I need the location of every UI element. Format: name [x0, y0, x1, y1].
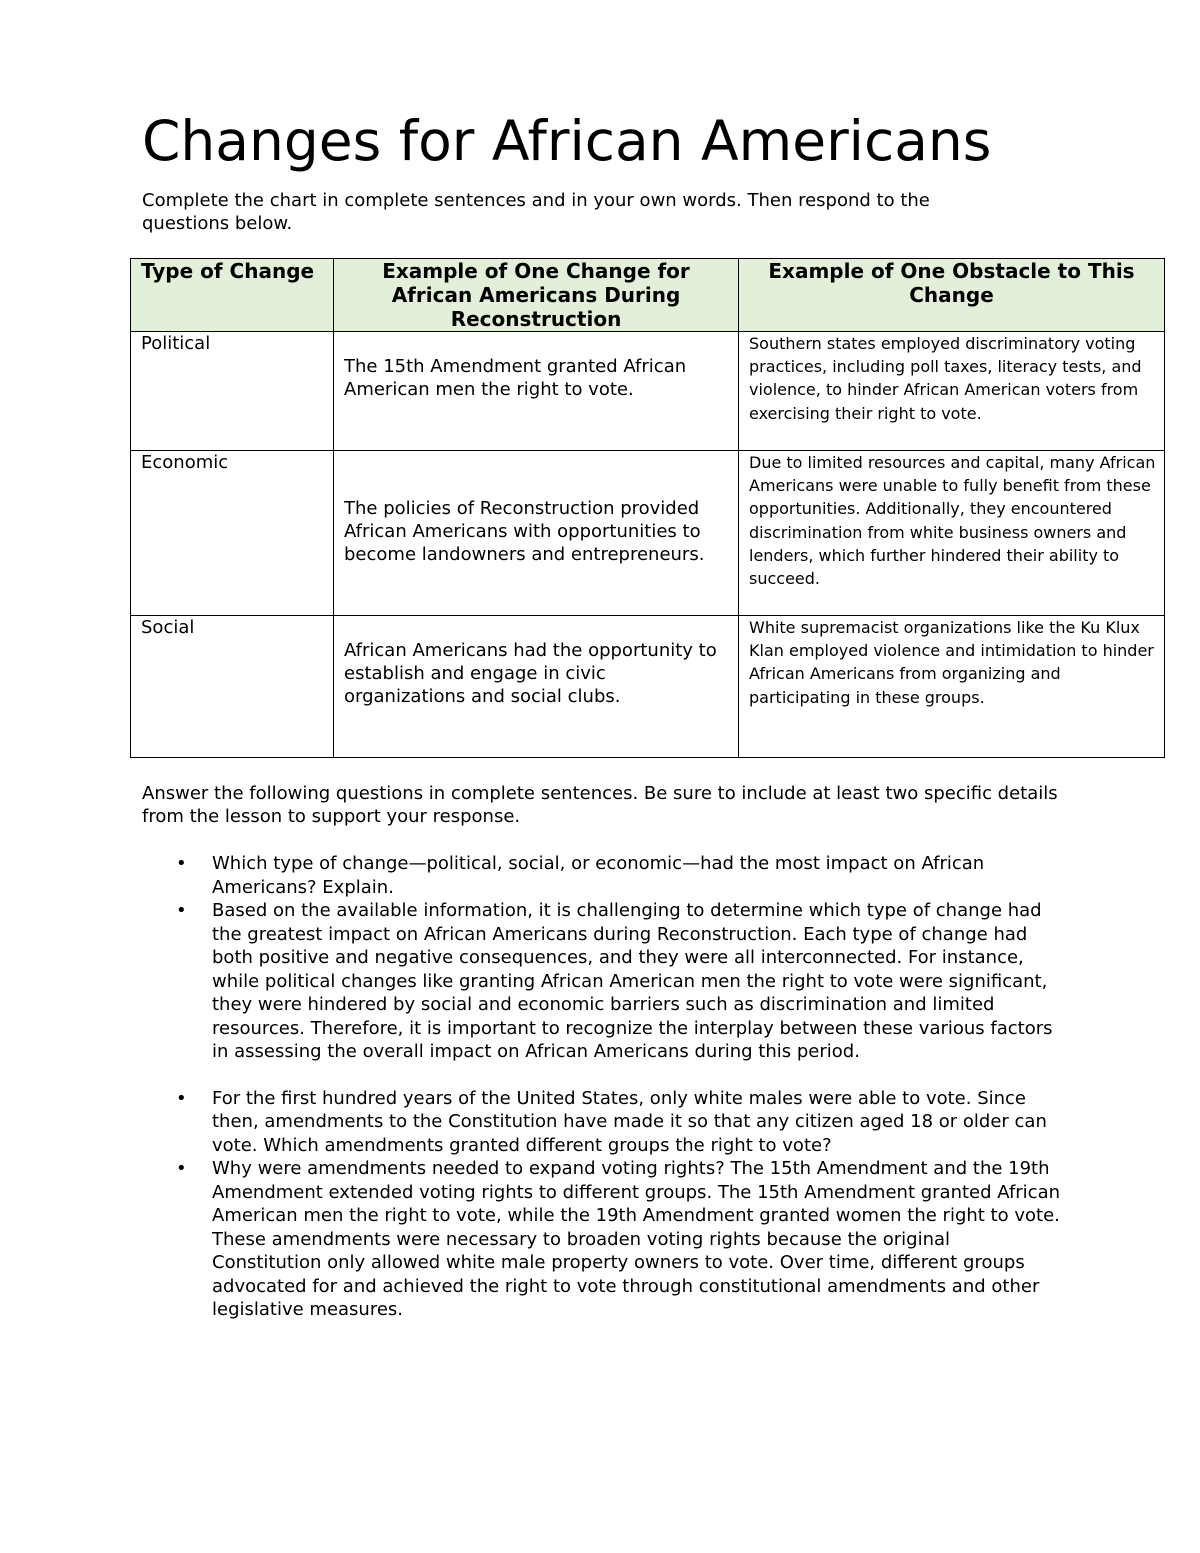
row-type-economic: Economic: [131, 451, 334, 616]
row-change-text: African Americans had the opportunity to establish and engage in civic organizations and social clubs.: [344, 640, 717, 707]
row-change-cell: [334, 332, 739, 451]
header-example-change: Example of One Change for African Americans During Reconstruction: [334, 259, 739, 332]
row-obstacle-cell: [739, 616, 1165, 758]
bullet-icon: •: [176, 900, 187, 921]
row-change-cell: [334, 451, 739, 616]
row-type-social: Social: [131, 616, 334, 758]
row-change-text: The 15th Amendment granted African American men the right to vote.: [344, 356, 687, 400]
row-type-political: Political: [131, 332, 334, 451]
list-item: [176, 1087, 1062, 1158]
row-obstacle-text: Due to limited resources and capital, many African Americans were unable to fully benefit from these opportunities. Additionally, they encountered discrimination from white business owners and lenders, which further hindered their ability to succeed.: [749, 453, 1156, 589]
table-row: [131, 451, 1165, 616]
bullet-icon: •: [176, 1158, 187, 1179]
answer-text: Based on the available information, it is challenging to determine which type of change had the greatest impact on African Americans during Reconstruction. Each type of change had both positive and negative consequences, and they were all interconnected. For instance, while political changes like granting African American men the right to vote were significant, they were hindered by social and economic barriers such as discrimination and limited resources. Therefore, it is important to recognize the interplay between these various factors in assessing the overall impact on African Americans during this period.: [212, 900, 1053, 1062]
table-row: [131, 616, 1165, 758]
question-text: For the first hundred years of the United States, only white males were able to vote. Since then, amendments to the Constitution have made it so that any citizen aged 18 or older can vote. Which amendments granted different groups the right to vote?: [212, 1087, 1047, 1156]
list-item: [176, 852, 1062, 899]
header-type-of-change: Type of Change: [131, 259, 334, 332]
table-row: [131, 332, 1165, 451]
bullet-icon: •: [176, 1087, 187, 1109]
question-text: Which type of change—political, social, or economic—had the most impact on African Americans? Explain.: [212, 853, 985, 898]
row-obstacle-text: White supremacist organizations like the Ku Klux Klan employed violence and intimidation to hinder African Americans from organizing and participating in these groups.: [749, 618, 1154, 707]
answer-text: Why were amendments needed to expand voting rights? The 15th Amendment and the 19th Amendment extended voting rights to different groups. The 15th Amendment granted African American men the right to vote, while the 19th Amendment granted women the right to vote. These amendments were necessary to broaden voting rights because the original Constitution only allowed white male property owners to vote. Over time, different groups advocated for and achieved the right to vote through constitutional amendments and other legislative measures.: [212, 1158, 1061, 1320]
header-example-obstacle: Example of One Obstacle to This Change: [739, 259, 1165, 332]
list-item: [176, 1157, 1062, 1322]
answer-instructions: Answer the following questions in complete sentences. Be sure to include at least two specific details from the lesson to support your response.: [142, 783, 1058, 827]
chart-header-row: [131, 259, 1165, 332]
row-change-text: The policies of Reconstruction provided African Americans with opportunities to become landowners and entrepreneurs.: [344, 498, 705, 565]
row-change-cell: [334, 616, 739, 758]
page-title: Changes for African Americans: [142, 109, 992, 173]
row-obstacle-text: Southern states employed discriminatory voting practices, including poll taxes, literacy tests, and violence, to hinder African American voters from exercising their right to vote.: [749, 334, 1142, 423]
row-obstacle-cell: [739, 332, 1165, 451]
instructions: Complete the chart in complete sentences and in your own words. Then respond to the questions below.: [142, 190, 930, 234]
question-list: [142, 852, 1062, 1322]
bullet-icon: •: [176, 853, 187, 874]
row-obstacle-cell: [739, 451, 1165, 616]
list-item: [176, 899, 1062, 1064]
changes-chart: [130, 258, 1165, 758]
